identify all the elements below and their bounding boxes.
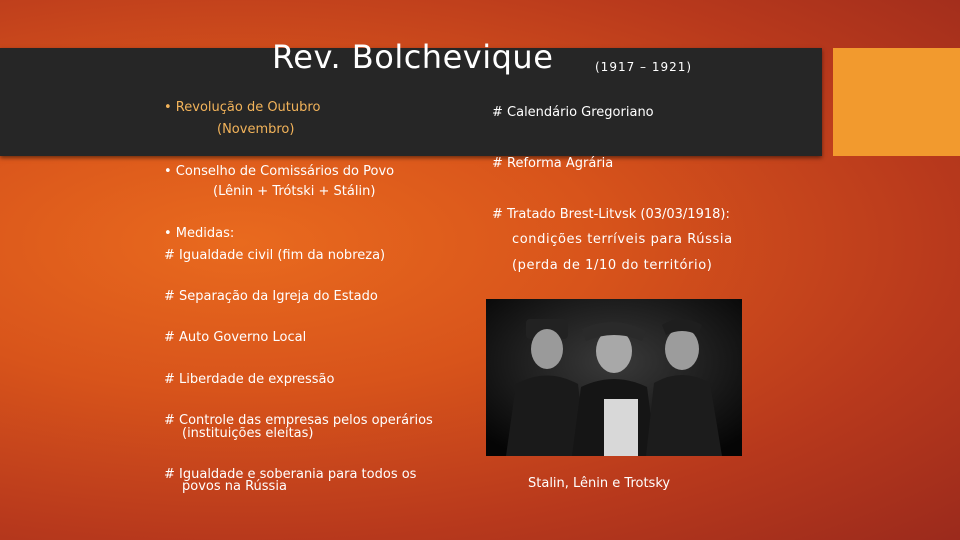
measure-igualdade-civil: # Igualdade civil (fim da nobreza) <box>164 248 386 263</box>
measure-controle-sub: (instituições eleitas) <box>182 426 314 441</box>
item-tratado-perda: (perda de 1/10 do território) <box>512 258 713 273</box>
photo-figures-image <box>486 299 742 456</box>
measure-separacao: # Separação da Igreja do Estado <box>164 289 378 304</box>
slide-years: (1917 – 1921) <box>595 60 693 74</box>
bullet-conselho: • Conselho de Comissários do Povo <box>164 164 395 179</box>
slide-title: Rev. Bolchevique <box>272 38 554 76</box>
item-reforma: # Reforma Agrária <box>492 156 614 171</box>
measure-controle: # Controle das empresas pelos operários <box>164 413 433 428</box>
photo-caption: Stalin, Lênin e Trotsky <box>528 476 671 491</box>
bullet-conselho-sub: (Lênin + Trótski + Stálin) <box>213 184 376 199</box>
historical-photo <box>486 299 742 456</box>
bullet-outubro-sub: (Novembro) <box>217 122 295 137</box>
measure-soberania: # Igualdade e soberania para todos os <box>164 467 417 482</box>
item-tratado-detalhe: condições terríveis para Rússia <box>512 232 733 247</box>
bullet-outubro: • Revolução de Outubro <box>164 100 321 115</box>
measure-soberania-sub: povos na Rússia <box>182 479 287 494</box>
accent-tab <box>833 48 960 156</box>
measure-autogoverno: # Auto Governo Local <box>164 330 307 345</box>
item-tratado: # Tratado Brest-Litvsk (03/03/1918): <box>492 207 730 222</box>
item-calendario: # Calendário Gregoriano <box>492 105 654 120</box>
bullet-medidas: • Medidas: <box>164 226 235 241</box>
measure-liberdade: # Liberdade de expressão <box>164 372 335 387</box>
